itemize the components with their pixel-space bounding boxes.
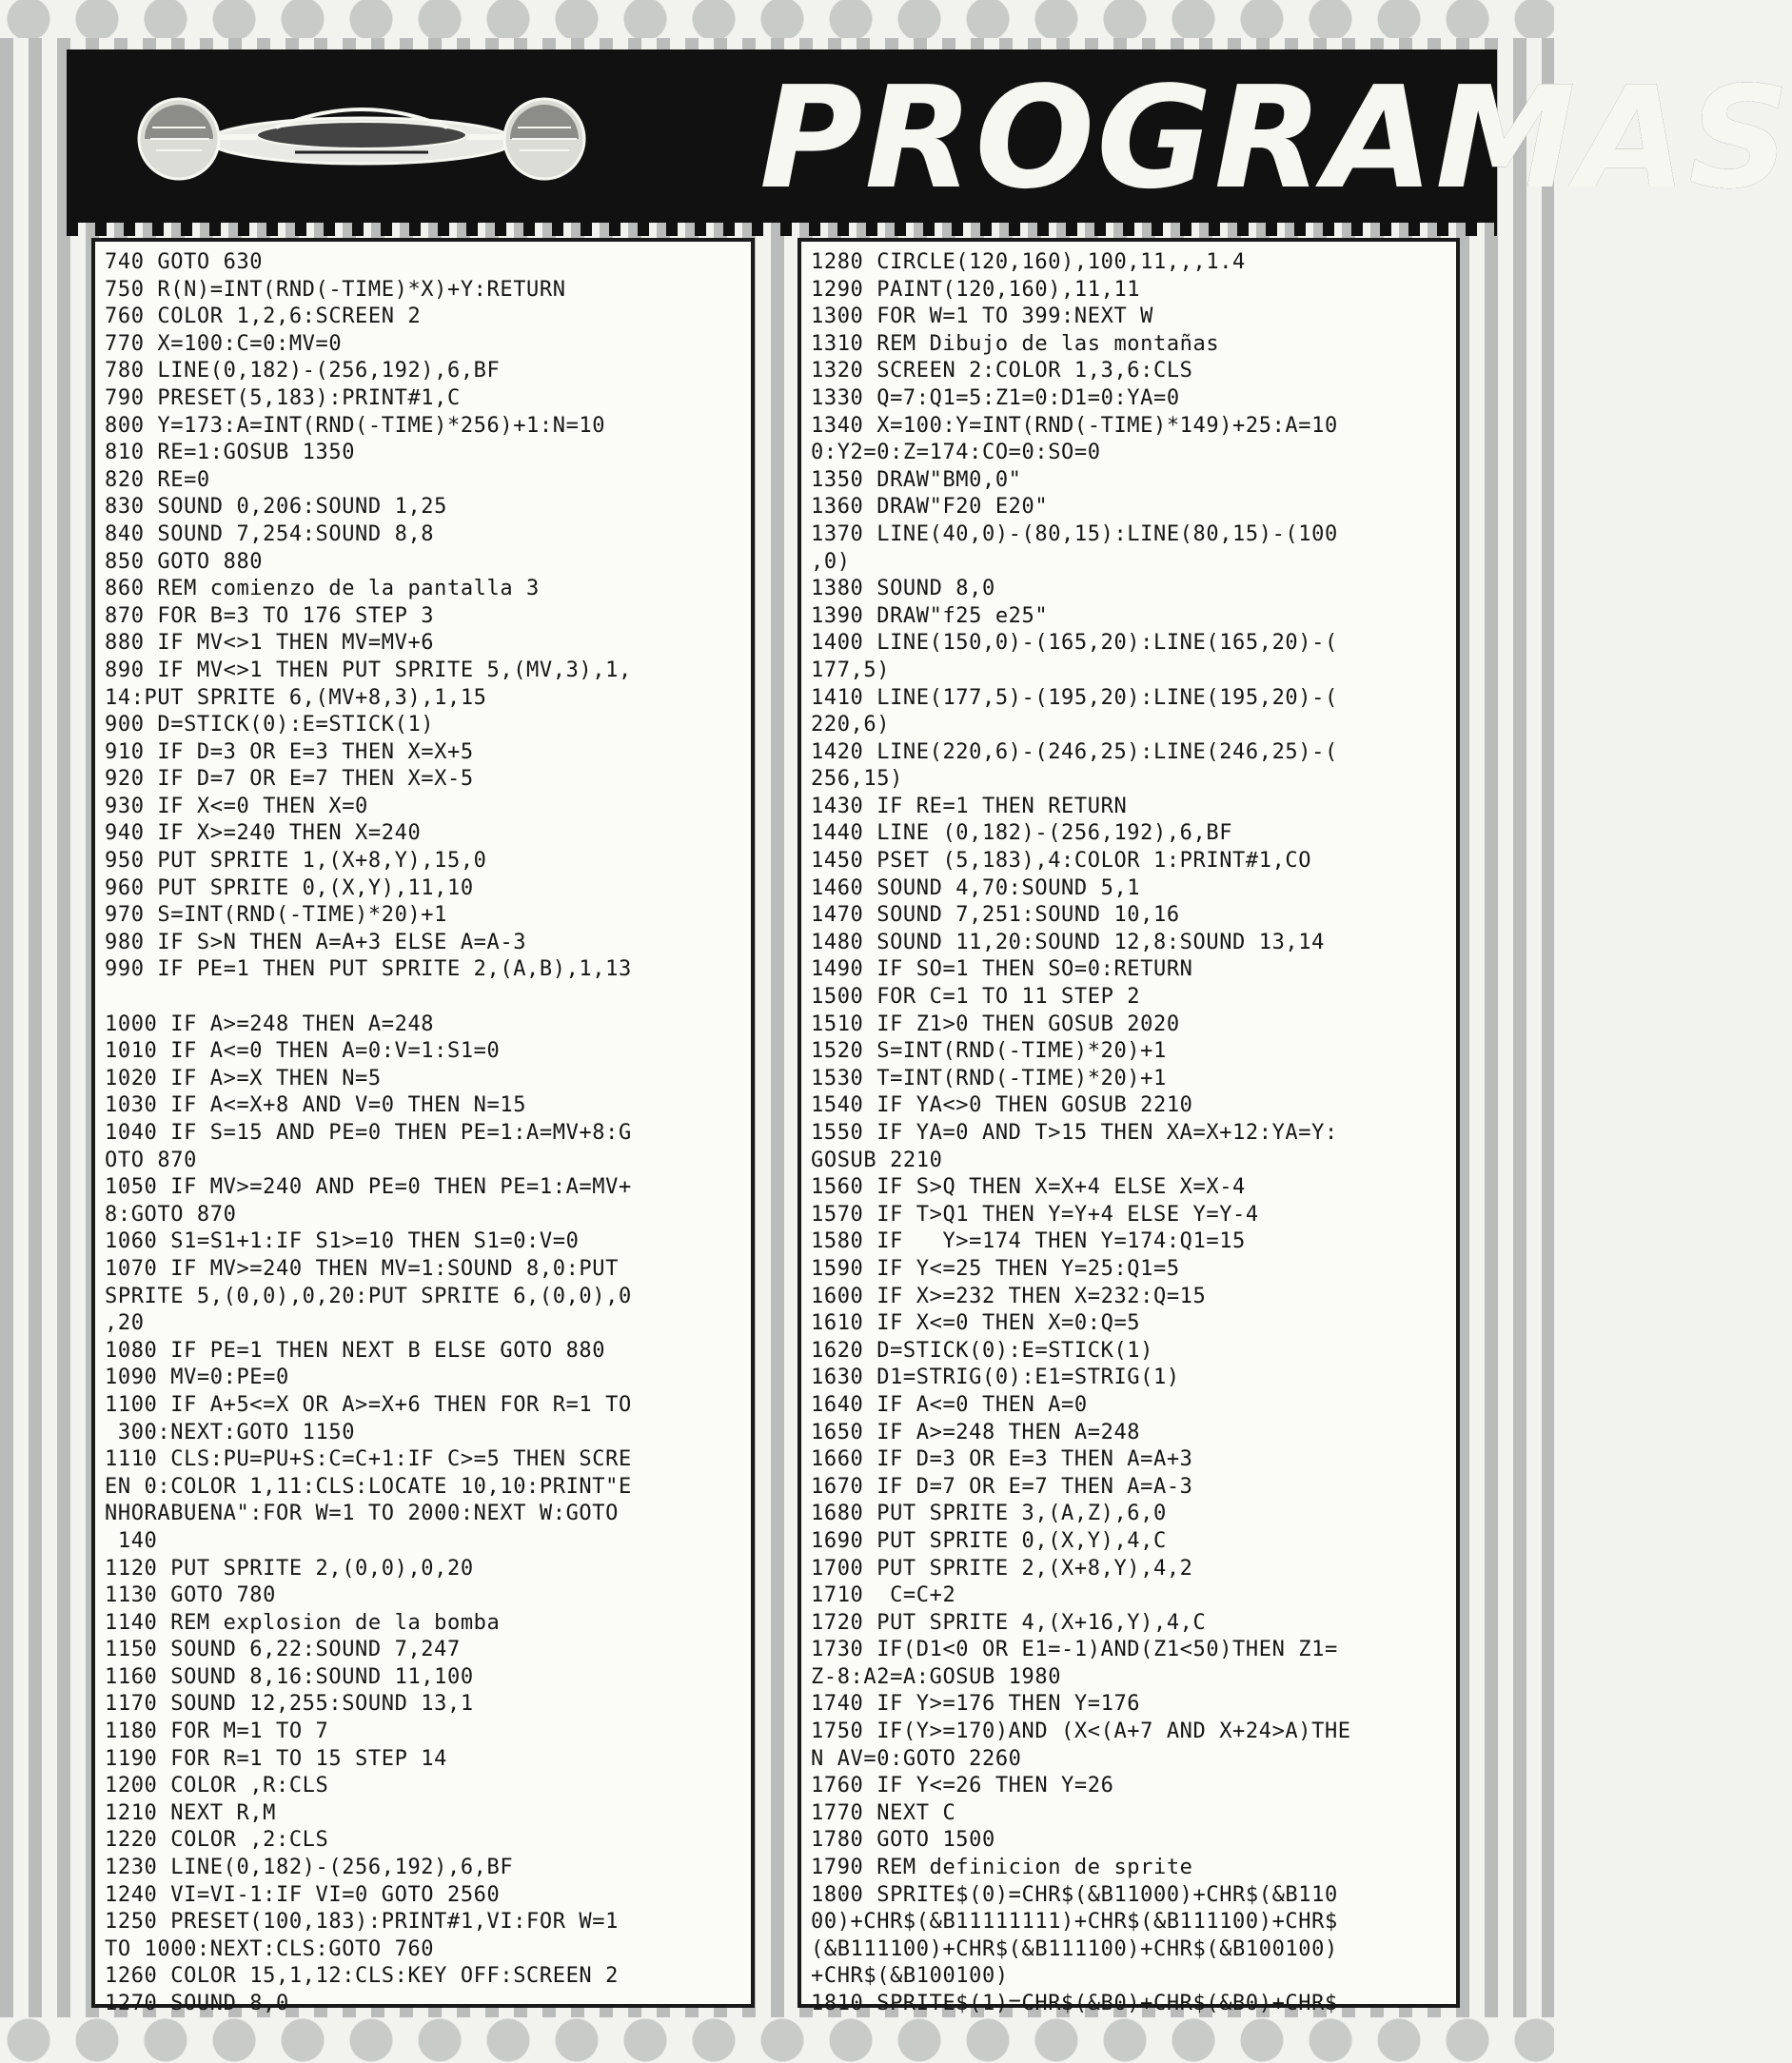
code-listing-left bbox=[105, 249, 751, 2018]
code-line: 840 SOUND 7,254:SOUND 8,8 bbox=[105, 521, 435, 546]
code-line: 860 REM comienzo de la pantalla 3 bbox=[105, 577, 540, 601]
code-line: 1250 PRESET(100,183):PRINT#1,VI:FOR W=1 bbox=[105, 1910, 619, 1935]
code-line: 1160 SOUND 8,16:SOUND 11,100 bbox=[105, 1664, 474, 1689]
code-line: 1710 C=C+2 bbox=[811, 1583, 956, 1608]
code-line: 1530 T=INT(RND(-TIME)*20)+1 bbox=[811, 1066, 1167, 1090]
code-line: ,20 bbox=[105, 1311, 145, 1336]
code-line: 1770 NEXT C bbox=[811, 1800, 956, 1825]
code-line: 1390 DRAW"f25 e25" bbox=[811, 603, 1049, 628]
code-line: 1100 IF A+5<=X OR A>=X+6 THEN FOR R=1 TO bbox=[105, 1392, 632, 1417]
code-line: 1070 IF MV>=240 THEN MV=1:SOUND 8,0:PUT bbox=[105, 1256, 619, 1281]
code-line: 850 GOTO 880 bbox=[105, 549, 264, 574]
code-line: 1290 PAINT(120,160),11,11 bbox=[811, 277, 1141, 302]
code-line: 1650 IF A>=248 THEN A=248 bbox=[811, 1420, 1141, 1444]
code-line: 1420 LINE(220,6)-(246,25):LINE(246,25)-( bbox=[811, 739, 1338, 764]
code-line: 1380 SOUND 8,0 bbox=[811, 577, 995, 601]
code-line: OTO 870 bbox=[105, 1148, 197, 1172]
code-line: 1020 IF A>=X THEN N=5 bbox=[105, 1066, 382, 1090]
code-panel-right bbox=[798, 238, 1460, 2015]
code-line: 1660 IF D=3 OR E=3 THEN A=A+3 bbox=[811, 1447, 1193, 1472]
code-line: 1300 FOR W=1 TO 399:NEXT W bbox=[811, 305, 1153, 329]
code-line: TO 1000:NEXT:CLS:GOTO 760 bbox=[105, 1936, 435, 1961]
code-line: 1000 IF A>=248 THEN A=248 bbox=[105, 1012, 435, 1036]
code-line: 990 IF PE=1 THEN PUT SPRITE 2,(A,B),1,13 bbox=[105, 957, 632, 982]
code-line: 1260 COLOR 15,1,12:CLS:KEY OFF:SCREEN 2 bbox=[105, 1964, 619, 1989]
code-line: 770 X=100:C=0:MV=0 bbox=[105, 331, 343, 356]
code-line: 1010 IF A<=0 THEN A=0:V=1:S1=0 bbox=[105, 1039, 501, 1064]
code-line: 790 PRESET(5,183):PRINT#1,C bbox=[105, 385, 461, 410]
code-panel-left bbox=[91, 238, 755, 2015]
code-line: 880 IF MV<>1 THEN MV=MV+6 bbox=[105, 631, 435, 656]
code-line: 1220 COLOR ,2:CLS bbox=[105, 1828, 329, 1853]
code-line: 1670 IF D=7 OR E=7 THEN A=A-3 bbox=[811, 1474, 1193, 1499]
code-line: 1730 IF(D1<0 OR E1=-1)AND(Z1<50)THEN Z1= bbox=[811, 1638, 1338, 1662]
header-banner bbox=[67, 49, 1792, 223]
code-line: 1270 SOUND 8,0 bbox=[105, 1992, 289, 2015]
code-line: 1330 Q=7:Q1=5:Z1=0:D1=0:YA=0 bbox=[811, 385, 1180, 410]
code-line: 1470 SOUND 7,251:SOUND 10,16 bbox=[811, 903, 1180, 928]
code-line: 1480 SOUND 11,20:SOUND 12,8:SOUND 13,14 bbox=[811, 930, 1325, 954]
code-line bbox=[105, 984, 751, 1012]
code-line: 1180 FOR M=1 TO 7 bbox=[105, 1719, 329, 1744]
spaceship-illustration bbox=[133, 78, 590, 202]
code-line: 1150 SOUND 6,22:SOUND 7,247 bbox=[105, 1638, 461, 1662]
code-line: 00)+CHR$(&B11111111)+CHR$(&B111100)+CHR$ bbox=[811, 1910, 1338, 1935]
code-line: 1060 S1=S1+1:IF S1>=10 THEN S1=0:V=0 bbox=[105, 1229, 580, 1254]
code-line: 1520 S=INT(RND(-TIME)*20)+1 bbox=[811, 1039, 1167, 1064]
code-line: 900 D=STICK(0):E=STICK(1) bbox=[105, 713, 435, 737]
code-line: (&B111100)+CHR$(&B111100)+CHR$(&B100100) bbox=[811, 1936, 1338, 1961]
code-line: 1760 IF Y<=26 THEN Y=26 bbox=[811, 1774, 1114, 1798]
code-line: 1720 PUT SPRITE 4,(X+16,Y),4,C bbox=[811, 1610, 1207, 1635]
code-line: 1370 LINE(40,0)-(80,15):LINE(80,15)-(100 bbox=[811, 521, 1338, 546]
code-line: SPRITE 5,(0,0),0,20:PUT SPRITE 6,(0,0),0 bbox=[105, 1284, 632, 1308]
code-line: 300:NEXT:GOTO 1150 bbox=[105, 1420, 356, 1444]
code-line: 980 IF S>N THEN A=A+3 ELSE A=A-3 bbox=[105, 930, 527, 954]
code-line: 1200 COLOR ,R:CLS bbox=[105, 1774, 329, 1798]
code-line: 1320 SCREEN 2:COLOR 1,3,6:CLS bbox=[811, 359, 1193, 383]
code-line: 940 IF X>=240 THEN X=240 bbox=[105, 821, 422, 846]
code-line: 0:Y2=0:Z=174:CO=0:SO=0 bbox=[811, 441, 1101, 465]
code-line: 780 LINE(0,182)-(256,192),6,BF bbox=[105, 359, 501, 383]
code-line: 970 S=INT(RND(-TIME)*20)+1 bbox=[105, 903, 447, 928]
code-line: 1090 MV=0:PE=0 bbox=[105, 1366, 289, 1390]
code-line: 1490 IF SO=1 THEN SO=0:RETURN bbox=[811, 957, 1193, 982]
code-line: 1550 IF YA=0 AND T>15 THEN XA=X+12:YA=Y: bbox=[811, 1121, 1338, 1145]
code-line: 1590 IF Y<=25 THEN Y=25:Q1=5 bbox=[811, 1256, 1180, 1281]
code-line: N AV=0:GOTO 2260 bbox=[811, 1746, 1022, 1771]
code-line: 1340 X=100:Y=INT(RND(-TIME)*149)+25:A=10 bbox=[811, 413, 1338, 438]
code-line: 870 FOR B=3 TO 176 STEP 3 bbox=[105, 603, 435, 628]
code-line: +CHR$(&B100100) bbox=[811, 1964, 1009, 1989]
code-line: 750 R(N)=INT(RND(-TIME)*X)+Y:RETURN bbox=[105, 277, 566, 302]
code-line: 1560 IF S>Q THEN X=X+4 ELSE X=X-4 bbox=[811, 1175, 1246, 1200]
code-line: 1750 IF(Y>=170)AND (X<(A+7 AND X+24>A)THE bbox=[811, 1719, 1351, 1744]
code-line: 1810 SPRITE$(1)=CHR$(&B0)+CHR$(&B0)+CHR$ bbox=[811, 1992, 1338, 2015]
code-line: 1120 PUT SPRITE 2,(0,0),0,20 bbox=[105, 1556, 474, 1581]
code-listing-right bbox=[811, 249, 1456, 2018]
code-line: 1540 IF YA<>0 THEN GOSUB 2210 bbox=[811, 1093, 1193, 1118]
code-line: 1620 D=STICK(0):E=STICK(1) bbox=[811, 1338, 1153, 1363]
perforation-strip-top bbox=[0, 0, 1554, 42]
code-line: 1190 FOR R=1 TO 15 STEP 14 bbox=[105, 1746, 447, 1771]
code-line: 1680 PUT SPRITE 3,(A,Z),6,0 bbox=[811, 1502, 1167, 1526]
code-line: 950 PUT SPRITE 1,(X+8,Y),15,0 bbox=[105, 849, 487, 874]
code-line: 1700 PUT SPRITE 2,(X+8,Y),4,2 bbox=[811, 1556, 1193, 1581]
code-line: 1040 IF S=15 AND PE=0 THEN PE=1:A=MV+8:G bbox=[105, 1121, 632, 1145]
code-line: 800 Y=173:A=INT(RND(-TIME)*256)+1:N=10 bbox=[105, 413, 606, 438]
code-line: 820 RE=0 bbox=[105, 467, 210, 492]
code-line: 1740 IF Y>=176 THEN Y=176 bbox=[811, 1692, 1141, 1717]
code-line: 1790 REM definicion de sprite bbox=[811, 1856, 1193, 1880]
code-line: 1570 IF T>Q1 THEN Y=Y+4 ELSE Y=Y-4 bbox=[811, 1202, 1259, 1227]
code-line: 830 SOUND 0,206:SOUND 1,25 bbox=[105, 495, 447, 520]
code-line: 930 IF X<=0 THEN X=0 bbox=[105, 794, 368, 818]
code-line: 1030 IF A<=X+8 AND V=0 THEN N=15 bbox=[105, 1093, 527, 1118]
code-line: 1400 LINE(150,0)-(165,20):LINE(165,20)-( bbox=[811, 631, 1338, 656]
code-line: 1140 REM explosion de la bomba bbox=[105, 1610, 501, 1635]
code-line: 8:GOTO 870 bbox=[105, 1202, 237, 1227]
code-line: 1580 IF Y>=174 THEN Y=174:Q1=15 bbox=[811, 1229, 1246, 1254]
code-line: 1780 GOTO 1500 bbox=[811, 1828, 995, 1853]
code-line: 1130 GOTO 780 bbox=[105, 1583, 276, 1608]
code-line: 220,6) bbox=[811, 713, 891, 737]
code-line: 1360 DRAW"F20 E20" bbox=[811, 495, 1049, 520]
code-line: Z-8:A2=A:GOSUB 1980 bbox=[811, 1664, 1062, 1689]
code-line: 920 IF D=7 OR E=7 THEN X=X-5 bbox=[105, 767, 474, 792]
code-line: 1080 IF PE=1 THEN NEXT B ELSE GOTO 880 bbox=[105, 1338, 606, 1363]
code-line: 177,5) bbox=[811, 658, 891, 682]
code-line: 140 bbox=[105, 1528, 158, 1553]
code-line: 960 PUT SPRITE 0,(X,Y),11,10 bbox=[105, 875, 474, 900]
code-line: 1050 IF MV>=240 AND PE=0 THEN PE=1:A=MV+ bbox=[105, 1175, 632, 1200]
code-line: 1440 LINE (0,182)-(256,192),6,BF bbox=[811, 821, 1233, 846]
code-line: 1690 PUT SPRITE 0,(X,Y),4,C bbox=[811, 1528, 1167, 1553]
code-line: 1600 IF X>=232 THEN X=232:Q=15 bbox=[811, 1284, 1207, 1308]
code-line: 14:PUT SPRITE 6,(MV+8,3),1,15 bbox=[105, 685, 487, 710]
code-line: ,0) bbox=[811, 549, 851, 574]
header-stripe-band bbox=[67, 223, 1497, 236]
code-line: 1500 FOR C=1 TO 11 STEP 2 bbox=[811, 985, 1141, 1010]
code-line: 1310 REM Dibujo de las montañas bbox=[811, 331, 1220, 356]
code-line: EN 0:COLOR 1,11:CLS:LOCATE 10,10:PRINT"E bbox=[105, 1474, 632, 1499]
code-line: 1280 CIRCLE(120,160),100,11,,,1.4 bbox=[811, 250, 1246, 274]
code-line: NHORABUENA":FOR W=1 TO 2000:NEXT W:GOTO bbox=[105, 1502, 619, 1526]
code-line: 1610 IF X<=0 THEN X=0:Q=5 bbox=[811, 1311, 1141, 1336]
section-title: PROGRAMAS bbox=[759, 56, 1792, 220]
code-line: 1450 PSET (5,183),4:COLOR 1:PRINT#1,CO bbox=[811, 849, 1312, 874]
code-line: 1510 IF Z1>0 THEN GOSUB 2020 bbox=[811, 1012, 1180, 1036]
code-line: 1630 D1=STRIG(0):E1=STRIG(1) bbox=[811, 1366, 1180, 1390]
code-line: 1800 SPRITE$(0)=CHR$(&B11000)+CHR$(&B110 bbox=[811, 1882, 1338, 1907]
code-line: 910 IF D=3 OR E=3 THEN X=X+5 bbox=[105, 739, 474, 764]
code-line: 1640 IF A<=0 THEN A=0 bbox=[811, 1392, 1088, 1417]
code-line: 1430 IF RE=1 THEN RETURN bbox=[811, 794, 1128, 818]
code-line: 1350 DRAW"BM0,0" bbox=[811, 467, 1022, 492]
code-line: 760 COLOR 1,2,6:SCREEN 2 bbox=[105, 305, 422, 329]
code-line: 1240 VI=VI-1:IF VI=0 GOTO 2560 bbox=[105, 1882, 501, 1907]
perforation-strip-bottom bbox=[0, 2017, 1554, 2063]
code-line: 1170 SOUND 12,255:SOUND 13,1 bbox=[105, 1692, 474, 1717]
code-line: 810 RE=1:GOSUB 1350 bbox=[105, 441, 356, 465]
code-line: 1460 SOUND 4,70:SOUND 5,1 bbox=[811, 875, 1141, 900]
code-line: 740 GOTO 630 bbox=[105, 250, 264, 274]
code-line: 1210 NEXT R,M bbox=[105, 1800, 276, 1825]
code-line: 1410 LINE(177,5)-(195,20):LINE(195,20)-( bbox=[811, 685, 1338, 710]
code-line: 890 IF MV<>1 THEN PUT SPRITE 5,(MV,3),1, bbox=[105, 658, 632, 682]
code-line: GOSUB 2210 bbox=[811, 1148, 943, 1172]
code-line: 1110 CLS:PU=PU+S:C=C+1:IF C>=5 THEN SCRE bbox=[105, 1447, 632, 1472]
code-line: 256,15) bbox=[811, 767, 903, 792]
code-line: 1230 LINE(0,182)-(256,192),6,BF bbox=[105, 1856, 514, 1880]
